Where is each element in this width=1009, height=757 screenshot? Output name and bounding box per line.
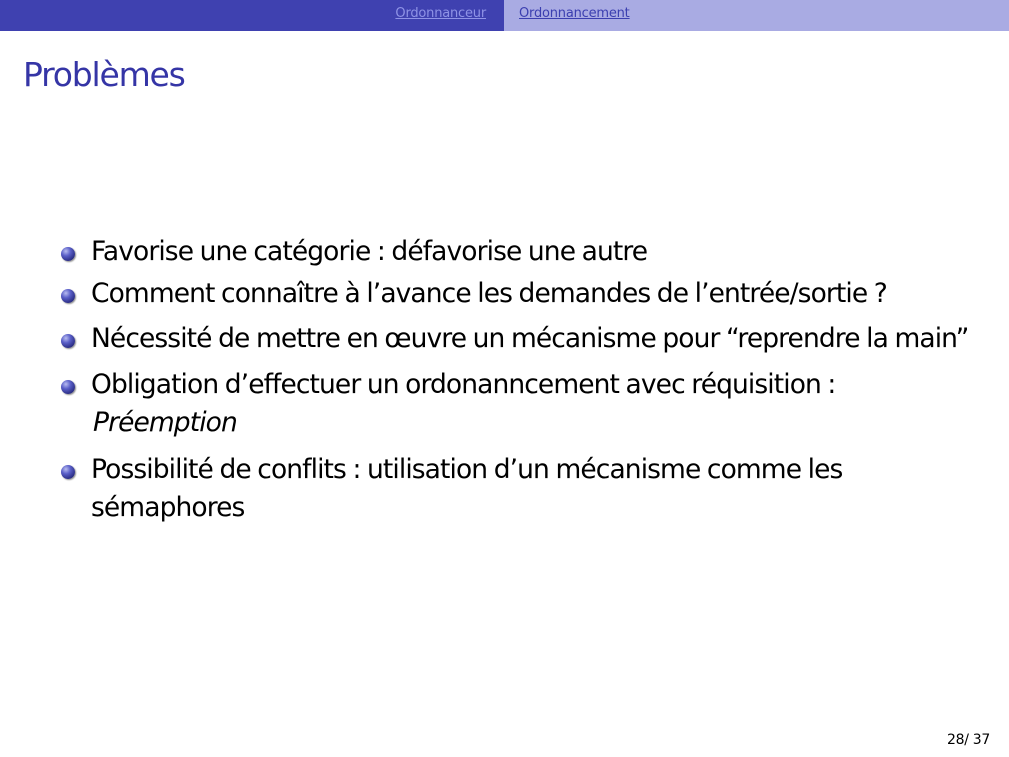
bullet-text: Favorise une catégorie : défavorise une autre — [91, 236, 648, 267]
bullet-emphasis: Préemption — [93, 407, 237, 438]
bullet-ball-icon — [61, 465, 75, 479]
navigation-bar — [0, 0, 1009, 31]
page-separator: / — [964, 732, 969, 748]
frame-title: Problèmes — [23, 55, 185, 94]
nav-link-subsection[interactable]: Ordonnancement — [519, 6, 630, 21]
bullet-text: Obligation d’effectuer un ordonanncement avec réquisition : — [91, 369, 836, 400]
list-item — [91, 366, 991, 442]
bullet-text-continued: sémaphores — [91, 492, 245, 523]
bullet-ball-icon — [61, 334, 75, 348]
nav-link-section[interactable]: Ordonnanceur — [395, 6, 486, 21]
total-pages: 37 — [972, 732, 990, 748]
bullet-text: Nécessité de mettre en œuvre un mécanisme pour “reprendre la main” — [91, 323, 969, 354]
bullet-ball-icon — [61, 289, 75, 303]
bullet-ball-icon — [61, 380, 75, 394]
nav-section-panel — [0, 0, 504, 31]
list-item — [91, 275, 991, 313]
nav-subsection-panel — [504, 0, 1009, 31]
current-page: 28 — [946, 732, 965, 748]
bullet-text: Possibilité de conflits : utilisation d’un mécanisme comme les — [91, 454, 843, 485]
bullet-text: Comment connaître à l’avance les demandes de l’entrée/sortie ? — [91, 278, 887, 309]
list-item — [91, 320, 991, 358]
list-item — [91, 451, 991, 527]
bullet-ball-icon — [61, 247, 75, 261]
page-number — [947, 731, 990, 749]
list-item — [91, 233, 991, 271]
